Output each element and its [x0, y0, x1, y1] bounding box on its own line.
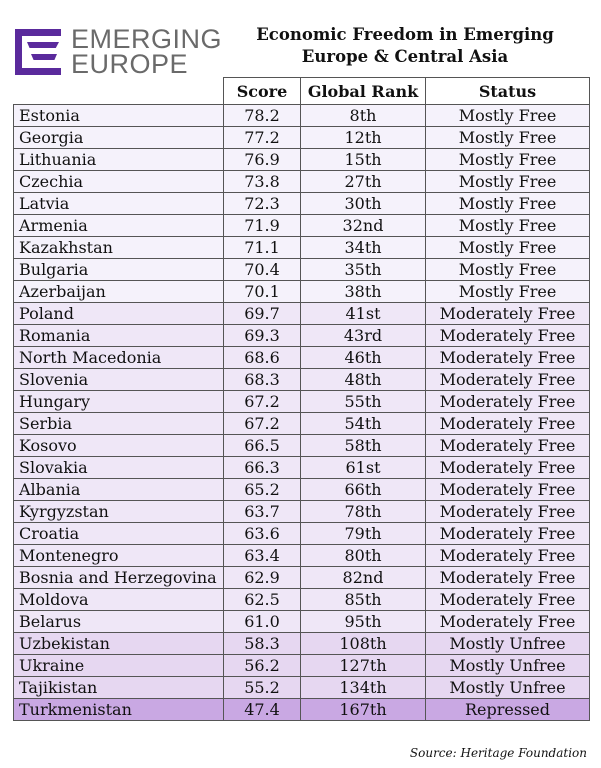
rank-cell: 127th — [301, 655, 426, 677]
status-cell: Mostly Unfree — [426, 633, 590, 655]
status-cell: Mostly Free — [426, 149, 590, 171]
country-cell: Azerbaijan — [14, 281, 224, 303]
rank-cell: 54th — [301, 413, 426, 435]
country-cell: Kazakhstan — [14, 237, 224, 259]
table-row — [14, 149, 590, 171]
status-cell: Repressed — [426, 699, 590, 721]
country-cell: Montenegro — [14, 545, 224, 567]
rank-cell: 55th — [301, 391, 426, 413]
rank-cell: 32nd — [301, 215, 426, 237]
header-status: Status — [426, 78, 590, 105]
table-row — [14, 215, 590, 237]
rank-cell: 66th — [301, 479, 426, 501]
score-cell: 69.7 — [224, 303, 301, 325]
page-title — [240, 24, 570, 68]
table-row — [14, 325, 590, 347]
status-cell: Moderately Free — [426, 567, 590, 589]
table-body — [14, 105, 590, 721]
status-cell: Moderately Free — [426, 457, 590, 479]
score-cell: 77.2 — [224, 127, 301, 149]
score-cell: 71.9 — [224, 215, 301, 237]
table-row — [14, 633, 590, 655]
table-row — [14, 677, 590, 699]
header-score: Score — [224, 78, 301, 105]
country-cell: Belarus — [14, 611, 224, 633]
rank-cell: 95th — [301, 611, 426, 633]
status-cell: Mostly Unfree — [426, 655, 590, 677]
rank-cell: 58th — [301, 435, 426, 457]
score-cell: 78.2 — [224, 105, 301, 127]
rank-cell: 78th — [301, 501, 426, 523]
score-cell: 56.2 — [224, 655, 301, 677]
country-cell: North Macedonia — [14, 347, 224, 369]
rank-cell: 61st — [301, 457, 426, 479]
table-row — [14, 369, 590, 391]
table-row — [14, 457, 590, 479]
status-cell: Moderately Free — [426, 523, 590, 545]
status-cell: Mostly Free — [426, 105, 590, 127]
logo-line-2: EUROPE — [71, 49, 189, 79]
score-cell: 72.3 — [224, 193, 301, 215]
economic-freedom-table — [13, 77, 590, 721]
rank-cell: 34th — [301, 237, 426, 259]
status-cell: Moderately Free — [426, 545, 590, 567]
logo-line-1: EMERGING — [71, 24, 223, 54]
rank-cell: 82nd — [301, 567, 426, 589]
rank-cell: 80th — [301, 545, 426, 567]
table-row — [14, 259, 590, 281]
title-line-2: Europe & Central Asia — [301, 47, 509, 66]
table-row — [14, 105, 590, 127]
country-cell: Ukraine — [14, 655, 224, 677]
table-row — [14, 237, 590, 259]
country-cell: Czechia — [14, 171, 224, 193]
country-cell: Uzbekistan — [14, 633, 224, 655]
rank-cell: 35th — [301, 259, 426, 281]
table-row — [14, 435, 590, 457]
score-cell: 67.2 — [224, 413, 301, 435]
score-cell: 73.8 — [224, 171, 301, 193]
table-row — [14, 655, 590, 677]
rank-cell: 134th — [301, 677, 426, 699]
country-cell: Moldova — [14, 589, 224, 611]
score-cell: 67.2 — [224, 391, 301, 413]
status-cell: Moderately Free — [426, 347, 590, 369]
score-cell: 63.4 — [224, 545, 301, 567]
status-cell: Mostly Free — [426, 215, 590, 237]
table-row — [14, 303, 590, 325]
country-cell: Tajikistan — [14, 677, 224, 699]
title-line-1: Economic Freedom in Emerging — [256, 25, 554, 44]
country-cell: Lithuania — [14, 149, 224, 171]
table-row — [14, 567, 590, 589]
logo-wordmark — [71, 24, 223, 79]
table-row — [14, 523, 590, 545]
score-cell: 65.2 — [224, 479, 301, 501]
table-row — [14, 413, 590, 435]
score-cell: 47.4 — [224, 699, 301, 721]
score-cell: 58.3 — [224, 633, 301, 655]
score-cell: 69.3 — [224, 325, 301, 347]
status-cell: Mostly Unfree — [426, 677, 590, 699]
status-cell: Mostly Free — [426, 127, 590, 149]
table-row — [14, 347, 590, 369]
rank-cell: 15th — [301, 149, 426, 171]
score-cell: 62.9 — [224, 567, 301, 589]
status-cell: Mostly Free — [426, 171, 590, 193]
country-cell: Slovenia — [14, 369, 224, 391]
rank-cell: 167th — [301, 699, 426, 721]
score-cell: 63.7 — [224, 501, 301, 523]
rank-cell: 85th — [301, 589, 426, 611]
rank-cell: 48th — [301, 369, 426, 391]
status-cell: Moderately Free — [426, 611, 590, 633]
score-cell: 68.6 — [224, 347, 301, 369]
table-row — [14, 479, 590, 501]
score-cell: 66.3 — [224, 457, 301, 479]
status-cell: Moderately Free — [426, 325, 590, 347]
country-cell: Latvia — [14, 193, 224, 215]
status-cell: Moderately Free — [426, 391, 590, 413]
status-cell: Moderately Free — [426, 479, 590, 501]
country-cell: Kosovo — [14, 435, 224, 457]
header-country — [14, 78, 224, 105]
status-cell: Moderately Free — [426, 369, 590, 391]
rank-cell: 30th — [301, 193, 426, 215]
country-cell: Croatia — [14, 523, 224, 545]
table-row — [14, 545, 590, 567]
score-cell: 55.2 — [224, 677, 301, 699]
rank-cell: 12th — [301, 127, 426, 149]
score-cell: 70.4 — [224, 259, 301, 281]
emerging-europe-e-logo-icon — [15, 29, 61, 75]
table-row — [14, 193, 590, 215]
status-cell: Moderately Free — [426, 501, 590, 523]
score-cell: 76.9 — [224, 149, 301, 171]
table-row — [14, 171, 590, 193]
table-row — [14, 501, 590, 523]
country-cell: Slovakia — [14, 457, 224, 479]
rank-cell: 8th — [301, 105, 426, 127]
table-row — [14, 391, 590, 413]
rank-cell: 79th — [301, 523, 426, 545]
country-cell: Serbia — [14, 413, 224, 435]
rank-cell: 38th — [301, 281, 426, 303]
status-cell: Mostly Free — [426, 259, 590, 281]
status-cell: Mostly Free — [426, 237, 590, 259]
table-row — [14, 281, 590, 303]
table-row — [14, 611, 590, 633]
status-cell: Moderately Free — [426, 413, 590, 435]
source-note: Source: Heritage Foundation — [409, 746, 587, 760]
country-cell: Poland — [14, 303, 224, 325]
rank-cell: 41st — [301, 303, 426, 325]
table-header-row — [14, 78, 590, 105]
country-cell: Turkmenistan — [14, 699, 224, 721]
status-cell: Moderately Free — [426, 589, 590, 611]
score-cell: 71.1 — [224, 237, 301, 259]
country-cell: Bosnia and Herzegovina — [14, 567, 224, 589]
header-global-rank: Global Rank — [301, 78, 426, 105]
country-cell: Albania — [14, 479, 224, 501]
score-cell: 61.0 — [224, 611, 301, 633]
country-cell: Armenia — [14, 215, 224, 237]
country-cell: Kyrgyzstan — [14, 501, 224, 523]
status-cell: Moderately Free — [426, 435, 590, 457]
rank-cell: 43rd — [301, 325, 426, 347]
score-cell: 70.1 — [224, 281, 301, 303]
status-cell: Moderately Free — [426, 303, 590, 325]
status-cell: Mostly Free — [426, 281, 590, 303]
score-cell: 66.5 — [224, 435, 301, 457]
status-cell: Mostly Free — [426, 193, 590, 215]
rank-cell: 46th — [301, 347, 426, 369]
score-cell: 68.3 — [224, 369, 301, 391]
table-row — [14, 699, 590, 721]
table-row — [14, 589, 590, 611]
country-cell: Estonia — [14, 105, 224, 127]
rank-cell: 108th — [301, 633, 426, 655]
country-cell: Romania — [14, 325, 224, 347]
score-cell: 63.6 — [224, 523, 301, 545]
score-cell: 62.5 — [224, 589, 301, 611]
country-cell: Bulgaria — [14, 259, 224, 281]
emerging-europe-logo — [15, 24, 223, 79]
table-row — [14, 127, 590, 149]
country-cell: Georgia — [14, 127, 224, 149]
rank-cell: 27th — [301, 171, 426, 193]
country-cell: Hungary — [14, 391, 224, 413]
